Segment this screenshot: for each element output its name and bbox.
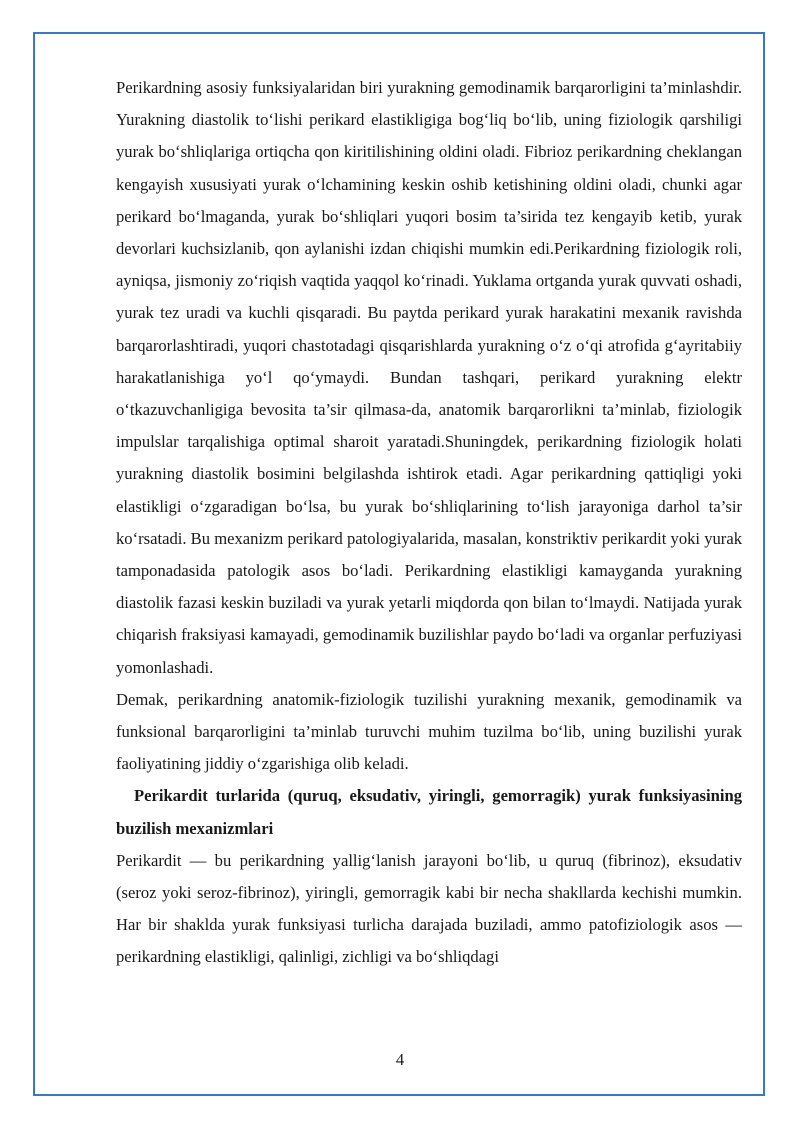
page-number: 4: [395, 1050, 405, 1069]
paragraph-perikardit-intro: Perikardit — bu perikardning yallig‘lanish jarayoni bo‘lib, u quruq (fibrinoz), eksudativ (seroz yoki seroz-fibrinoz), yiringli, gemorragik kabi bir necha shakllarda kechishi mumkin. Har bir shaklda yurak funksiyasi turlicha darajada buziladi, ammo patofiziologik asos — perikardning elastikligi, qalinligi, zichligi va bo‘shliqdagi: [116, 850, 742, 967]
paragraph-conclusion: Demak, perikardning anatomik-fiziologik tuzilishi yurakning mexanik, gemodinamik va funksional barqarorligini ta’minlab turuvchi muhim tuzilma bo‘lib, uning buzilishi yurak faoliyatining jiddiy o‘zgarishiga olib keladi.: [116, 689, 742, 774]
page-body: [116, 72, 742, 974]
section-heading: Perikardit turlarida (quruq, eksudativ, yiringli, gemorragik) yurak funksiyasining buzilish mexanizmlari: [116, 786, 742, 838]
paragraph-gemodinamik-barqarorlik: Perikardning asosiy funksiyalaridan biri yurakning gemodinamik barqarorligini ta’minlashdir. Yurakning diastolik to‘lishi perikard elastikligiga bog‘liq bo‘lib, uning fiziologik qarshiligi yurak bo‘shliqlariga ortiqcha qon kiritilishining oldini oladi. Fibrioz perikardning cheklangan kengayish xususiyati yurak o‘lchamining keskin oshib ketishining oldini oladi, chunki agar perikard bo‘lmaganda, yurak bo‘shliqlari yuqori bosim ta’sirida tez kengayib ketib, yurak devorlari kuchsizlanib, qon aylanishi izdan chiqishi mumkin edi.Perikardning fiziologik roli, ayniqsa, jismoniy zo‘riqish vaqtida yaqqol ko‘rinadi. Yuklama ortganda yurak quvvati oshadi, yurak tez uradi va kuchli qisqaradi. Bu paytda perikard yurak harakatini mexanik ravishda barqarorlashtiradi, yuqori chastotadagi qisqarishlarda yurakning o‘z o‘qi atrofida g‘ayritabiiy harakatlanishiga yo‘l qo‘ymaydi. Bundan tashqari, perikard yurakning elektr o‘tkazuvchanligiga bevosita ta’sir qilmasa-da, anatomik barqarorlikni ta’minlab, fiziologik impulslar tarqalishiga optimal sharoit yaratadi.Shuningdek, perikardning fiziologik holati yurakning diastolik bosimini belgilashda ishtirok etadi. Agar perikardning qattiqligi yoki elastikligi o‘zgaradigan bo‘lsa, bu yurak bo‘shliqlarining to‘lish jarayoniga darhol ta’sir ko‘rsatadi. Bu mexanizm perikard patologiyalarida, masalan, konstriktiv perikardit yoki yurak tamponadasida patologik asos bo‘ladi. Perikardning elastikligi kamayganda yurakning diastolik fazasi keskin buziladi va yurak yetarli miqdorda qon bilan to‘lmaydi. Natijada yurak chiqarish fraksiyasi kamayadi, gemodinamik buzilishlar paydo bo‘ladi va organlar perfuziyasi yomonlashadi.: [116, 78, 742, 677]
